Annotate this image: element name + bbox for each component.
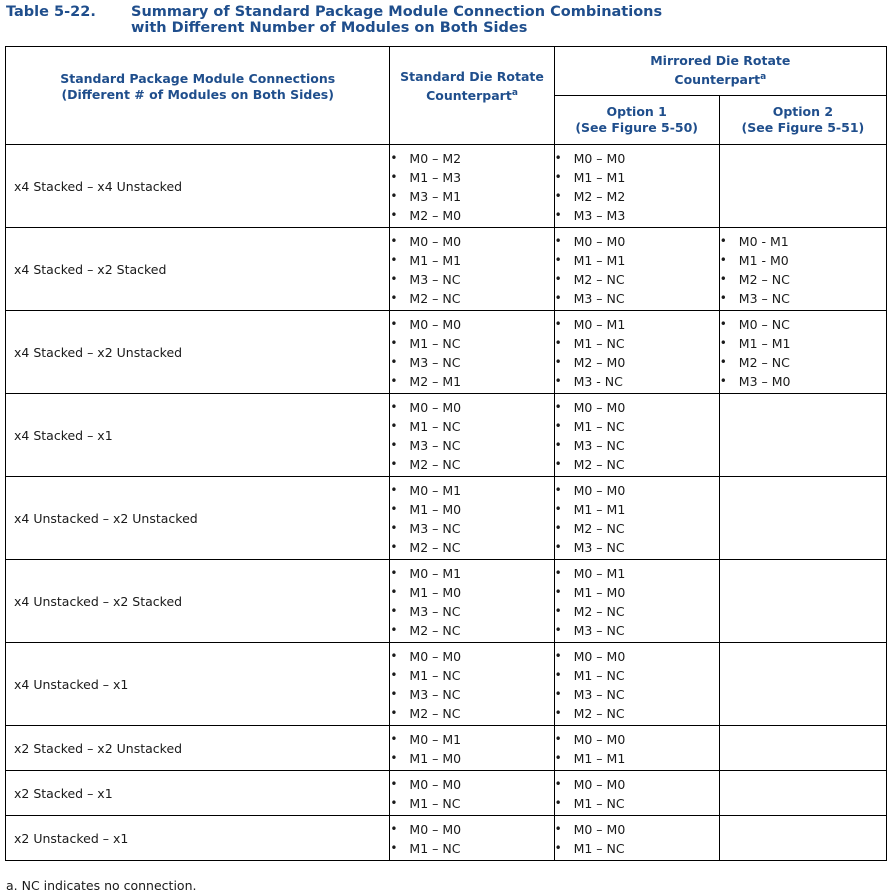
list-item xyxy=(555,481,719,500)
table-number: Table 5-22. xyxy=(6,4,96,20)
footnote: a. NC indicates no connection. xyxy=(6,878,197,893)
connection-pair: M2 – NC xyxy=(573,457,625,472)
list-item xyxy=(390,666,553,685)
connection-list xyxy=(390,149,553,225)
connection-pair: M3 – NC xyxy=(409,604,461,619)
list-item xyxy=(555,417,719,436)
list-item xyxy=(555,775,719,794)
connection-pair: M3 – NC xyxy=(409,438,461,453)
connection-list xyxy=(390,820,553,858)
connection-pair: M3 – NC xyxy=(409,687,461,702)
connection-pair: M1 – NC xyxy=(409,796,461,811)
list-item xyxy=(555,251,719,270)
cell-opt1 xyxy=(554,145,719,228)
connection-pair: M1 – NC xyxy=(409,336,461,351)
header-col2-line2: Counterpart$^a$ xyxy=(426,87,518,104)
table-row xyxy=(6,771,887,816)
list-item xyxy=(555,583,719,602)
connection-pair: M3 – NC xyxy=(573,687,625,702)
connection-pair: M3 – NC xyxy=(409,272,461,287)
connection-pair: M1 – NC xyxy=(409,419,461,434)
list-item xyxy=(390,820,553,839)
connection-list xyxy=(555,232,719,308)
connection-pair: M2 – NC xyxy=(573,521,625,536)
list-item xyxy=(720,334,886,353)
list-item xyxy=(390,398,553,417)
list-item xyxy=(390,149,553,168)
connection-pair: M0 – M1 xyxy=(409,566,462,581)
list-item xyxy=(390,436,553,455)
header-mirrored-die-rotate xyxy=(554,47,886,96)
cell-std xyxy=(390,643,554,726)
list-item xyxy=(720,270,886,289)
list-item xyxy=(555,232,719,251)
row-label: x4 Stacked – x1 xyxy=(6,394,390,477)
header-col1-line2: (Different # of Modules on Both Sides) xyxy=(61,86,334,102)
connection-list xyxy=(555,481,719,557)
connection-pair: M1 – M1 xyxy=(409,253,462,268)
connection-pair: M3 - NC xyxy=(573,374,623,389)
connection-list xyxy=(720,315,886,391)
connection-pair: M2 – NC xyxy=(738,272,790,287)
footnote-ref: a xyxy=(760,72,767,83)
cell-opt2 xyxy=(719,816,886,861)
connection-list xyxy=(390,481,553,557)
list-item xyxy=(390,455,553,474)
connection-pair: M0 – M0 xyxy=(409,400,462,415)
row-label: x2 Unstacked – x1 xyxy=(6,816,390,861)
table-row xyxy=(6,726,887,771)
list-item xyxy=(555,666,719,685)
connection-pair: M3 – M3 xyxy=(573,208,626,223)
header-mirrored-line1: Mirrored Die Rotate xyxy=(650,53,791,69)
list-item xyxy=(555,187,719,206)
list-item xyxy=(390,794,553,813)
connection-pair: M2 – M2 xyxy=(573,189,626,204)
connection-pair: M2 – NC xyxy=(409,291,461,306)
cell-opt2 xyxy=(719,394,886,477)
connection-list xyxy=(390,398,553,474)
list-item xyxy=(555,455,719,474)
connection-list xyxy=(390,647,553,723)
list-item xyxy=(390,353,553,372)
footnote-ref: a xyxy=(511,87,518,98)
list-item xyxy=(555,270,719,289)
cell-std xyxy=(390,394,554,477)
connection-pair: M3 – M1 xyxy=(409,189,462,204)
connection-pair: M1 – NC xyxy=(409,668,461,683)
connection-pair: M2 – NC xyxy=(409,706,461,721)
connection-pair: M0 – M0 xyxy=(573,400,626,415)
cell-opt2 xyxy=(719,560,886,643)
cell-opt1 xyxy=(554,477,719,560)
list-item xyxy=(555,289,719,308)
header-mirrored-line2: Counterpart$^a$ xyxy=(674,72,767,88)
list-item xyxy=(555,398,719,417)
list-item xyxy=(390,749,553,768)
row-label: x4 Stacked – x2 Stacked xyxy=(6,228,390,311)
cell-std xyxy=(390,726,554,771)
connection-pair: M3 – NC xyxy=(573,540,625,555)
table-title xyxy=(131,4,831,36)
list-item xyxy=(555,730,719,749)
list-item xyxy=(390,372,553,391)
connection-pair: M1 – M1 xyxy=(738,336,791,351)
connection-pair: M0 – M0 xyxy=(409,822,462,837)
connection-pair: M2 – NC xyxy=(738,355,790,370)
connection-pair: M0 – M0 xyxy=(573,822,626,837)
connection-pair: M2 – NC xyxy=(409,540,461,555)
list-item xyxy=(390,519,553,538)
connection-pair: M1 – M1 xyxy=(573,170,626,185)
connection-pair: M0 - M1 xyxy=(738,234,789,249)
header-col1-line1: Standard Package Module Connections xyxy=(60,70,336,86)
cell-std xyxy=(390,477,554,560)
connection-list xyxy=(555,647,719,723)
list-item xyxy=(390,685,553,704)
connection-pair: M3 – NC xyxy=(409,521,461,536)
row-label: x4 Stacked – x2 Unstacked xyxy=(6,311,390,394)
connection-list xyxy=(555,315,719,391)
header-option-2 xyxy=(719,96,886,145)
list-item xyxy=(390,251,553,270)
row-label: x2 Stacked – x1 xyxy=(6,771,390,816)
connection-pair: M1 – M1 xyxy=(573,253,626,268)
connection-pair: M1 – M0 xyxy=(409,502,462,517)
table-row xyxy=(6,560,887,643)
table-row xyxy=(6,643,887,726)
cell-opt2 xyxy=(719,643,886,726)
connection-pair: M1 – M0 xyxy=(573,585,626,600)
connection-pair: M3 – NC xyxy=(573,438,625,453)
list-item xyxy=(555,839,719,858)
cell-std xyxy=(390,560,554,643)
row-label: x4 Unstacked – x2 Stacked xyxy=(6,560,390,643)
table-row xyxy=(6,145,887,228)
list-item xyxy=(720,251,886,270)
cell-opt2 xyxy=(719,726,886,771)
cell-opt1 xyxy=(554,394,719,477)
header-opt2-line2: (See Figure 5-51) xyxy=(741,120,865,135)
list-item xyxy=(720,315,886,334)
connection-pair: M2 – NC xyxy=(409,457,461,472)
list-item xyxy=(390,270,553,289)
connection-list xyxy=(555,564,719,640)
header-col2-line1: Standard Die Rotate xyxy=(400,68,544,84)
connection-pair: M0 – M1 xyxy=(409,483,462,498)
list-item xyxy=(390,602,553,621)
table-row xyxy=(6,394,887,477)
connection-pair: M0 – M0 xyxy=(573,234,626,249)
connection-pair: M0 – M0 xyxy=(573,777,626,792)
header-standard-die-rotate xyxy=(390,47,554,145)
connection-pair: M1 – NC xyxy=(573,668,625,683)
cell-opt1 xyxy=(554,643,719,726)
connection-pair: M1 – NC xyxy=(409,841,461,856)
connection-pair: M1 – M0 xyxy=(409,585,462,600)
cell-opt2 xyxy=(719,145,886,228)
list-item xyxy=(390,187,553,206)
list-item xyxy=(720,353,886,372)
list-item xyxy=(390,417,553,436)
list-item xyxy=(390,621,553,640)
connection-pair: M2 – M0 xyxy=(409,208,462,223)
connection-list xyxy=(390,564,553,640)
connection-pair: M0 – NC xyxy=(738,317,790,332)
row-label: x2 Stacked – x2 Unstacked xyxy=(6,726,390,771)
list-item xyxy=(390,538,553,557)
cell-opt1 xyxy=(554,560,719,643)
list-item xyxy=(720,289,886,308)
header-opt1-line2: (See Figure 5-50) xyxy=(575,120,699,135)
connection-pair: M3 – NC xyxy=(409,355,461,370)
connection-pair: M1 – NC xyxy=(573,419,625,434)
connection-pair: M1 – M0 xyxy=(409,751,462,766)
list-item xyxy=(555,647,719,666)
list-item xyxy=(555,436,719,455)
cell-std xyxy=(390,311,554,394)
connection-pair: M1 - M0 xyxy=(738,253,789,268)
list-item xyxy=(555,168,719,187)
list-item xyxy=(555,315,719,334)
header-opt2-line1: Option 2 xyxy=(772,104,834,119)
list-item xyxy=(390,315,553,334)
connection-pair: M0 – M1 xyxy=(573,317,626,332)
connection-list xyxy=(555,775,719,813)
table-row xyxy=(6,228,887,311)
cell-std xyxy=(390,816,554,861)
list-item xyxy=(390,704,553,723)
list-item xyxy=(390,289,553,308)
connection-pair: M2 – M1 xyxy=(409,374,462,389)
list-item xyxy=(390,500,553,519)
list-item xyxy=(555,334,719,353)
connection-pair: M1 – NC xyxy=(573,796,625,811)
list-item xyxy=(390,775,553,794)
cell-std xyxy=(390,228,554,311)
list-item xyxy=(390,481,553,500)
connection-pair: M2 – NC xyxy=(573,706,625,721)
row-label: x4 Unstacked – x2 Unstacked xyxy=(6,477,390,560)
connection-list xyxy=(555,820,719,858)
cell-opt2 xyxy=(719,311,886,394)
connection-pair: M1 – M1 xyxy=(573,502,626,517)
list-item xyxy=(555,206,719,225)
connection-pair: M0 – M2 xyxy=(409,151,462,166)
table-row xyxy=(6,816,887,861)
list-item xyxy=(720,372,886,391)
connection-list xyxy=(390,315,553,391)
list-item xyxy=(555,749,719,768)
table-title-line2: with Different Number of Modules on Both Sides xyxy=(131,20,528,36)
header-standard-connections xyxy=(6,47,390,145)
connection-pair: M0 – M0 xyxy=(573,732,626,747)
list-item xyxy=(555,500,719,519)
connection-pair: M0 – M0 xyxy=(409,234,462,249)
cell-opt1 xyxy=(554,228,719,311)
connection-pair: M3 – M0 xyxy=(738,374,791,389)
connection-pair: M0 – M0 xyxy=(409,649,462,664)
connection-pair: M0 – M1 xyxy=(573,566,626,581)
connection-table xyxy=(5,46,887,861)
connection-pair: M1 – M1 xyxy=(573,751,626,766)
connection-pair: M1 – M3 xyxy=(409,170,462,185)
list-item xyxy=(555,519,719,538)
list-item xyxy=(390,564,553,583)
list-item xyxy=(555,564,719,583)
list-item xyxy=(390,232,553,251)
list-item xyxy=(720,232,886,251)
connection-pair: M1 – NC xyxy=(573,841,625,856)
connection-list xyxy=(555,398,719,474)
list-item xyxy=(555,820,719,839)
list-item xyxy=(555,149,719,168)
connection-pair: M2 – NC xyxy=(573,604,625,619)
cell-opt1 xyxy=(554,816,719,861)
cell-std xyxy=(390,771,554,816)
list-item xyxy=(390,334,553,353)
table-row xyxy=(6,311,887,394)
list-item xyxy=(555,538,719,557)
connection-list xyxy=(390,730,553,768)
connection-list xyxy=(720,232,886,308)
table-body xyxy=(6,145,887,861)
connection-list xyxy=(390,232,553,308)
table-title-line1: Summary of Standard Package Module Connection Combinations xyxy=(131,4,663,20)
connection-pair: M0 – M0 xyxy=(573,483,626,498)
row-label: x4 Stacked – x4 Unstacked xyxy=(6,145,390,228)
list-item xyxy=(390,730,553,749)
cell-std xyxy=(390,145,554,228)
connection-pair: M0 – M0 xyxy=(573,151,626,166)
connection-pair: M2 – NC xyxy=(409,623,461,638)
connection-pair: M0 – M0 xyxy=(573,649,626,664)
connection-pair: M3 – NC xyxy=(738,291,790,306)
connection-pair: M3 – NC xyxy=(573,291,625,306)
cell-opt1 xyxy=(554,311,719,394)
connection-pair: M2 – NC xyxy=(573,272,625,287)
cell-opt1 xyxy=(554,726,719,771)
cell-opt2 xyxy=(719,477,886,560)
cell-opt2 xyxy=(719,771,886,816)
connection-pair: M2 – M0 xyxy=(573,355,626,370)
list-item xyxy=(390,168,553,187)
cell-opt2 xyxy=(719,228,886,311)
header-option-1 xyxy=(554,96,719,145)
connection-list xyxy=(555,149,719,225)
list-item xyxy=(390,206,553,225)
connection-pair: M3 – NC xyxy=(573,623,625,638)
list-item xyxy=(555,621,719,640)
list-item xyxy=(555,685,719,704)
connection-list xyxy=(555,730,719,768)
connection-pair: M1 – NC xyxy=(573,336,625,351)
row-label: x4 Unstacked – x1 xyxy=(6,643,390,726)
connection-list xyxy=(390,775,553,813)
connection-pair: M0 – M1 xyxy=(409,732,462,747)
list-item xyxy=(390,647,553,666)
list-item xyxy=(555,602,719,621)
list-item xyxy=(555,704,719,723)
list-item xyxy=(390,839,553,858)
list-item xyxy=(555,353,719,372)
connection-pair: M0 – M0 xyxy=(409,317,462,332)
list-item xyxy=(390,583,553,602)
list-item xyxy=(555,794,719,813)
connection-pair: M0 – M0 xyxy=(409,777,462,792)
table-row xyxy=(6,477,887,560)
header-opt1-line1: Option 1 xyxy=(606,104,667,119)
list-item xyxy=(555,372,719,391)
cell-opt1 xyxy=(554,771,719,816)
